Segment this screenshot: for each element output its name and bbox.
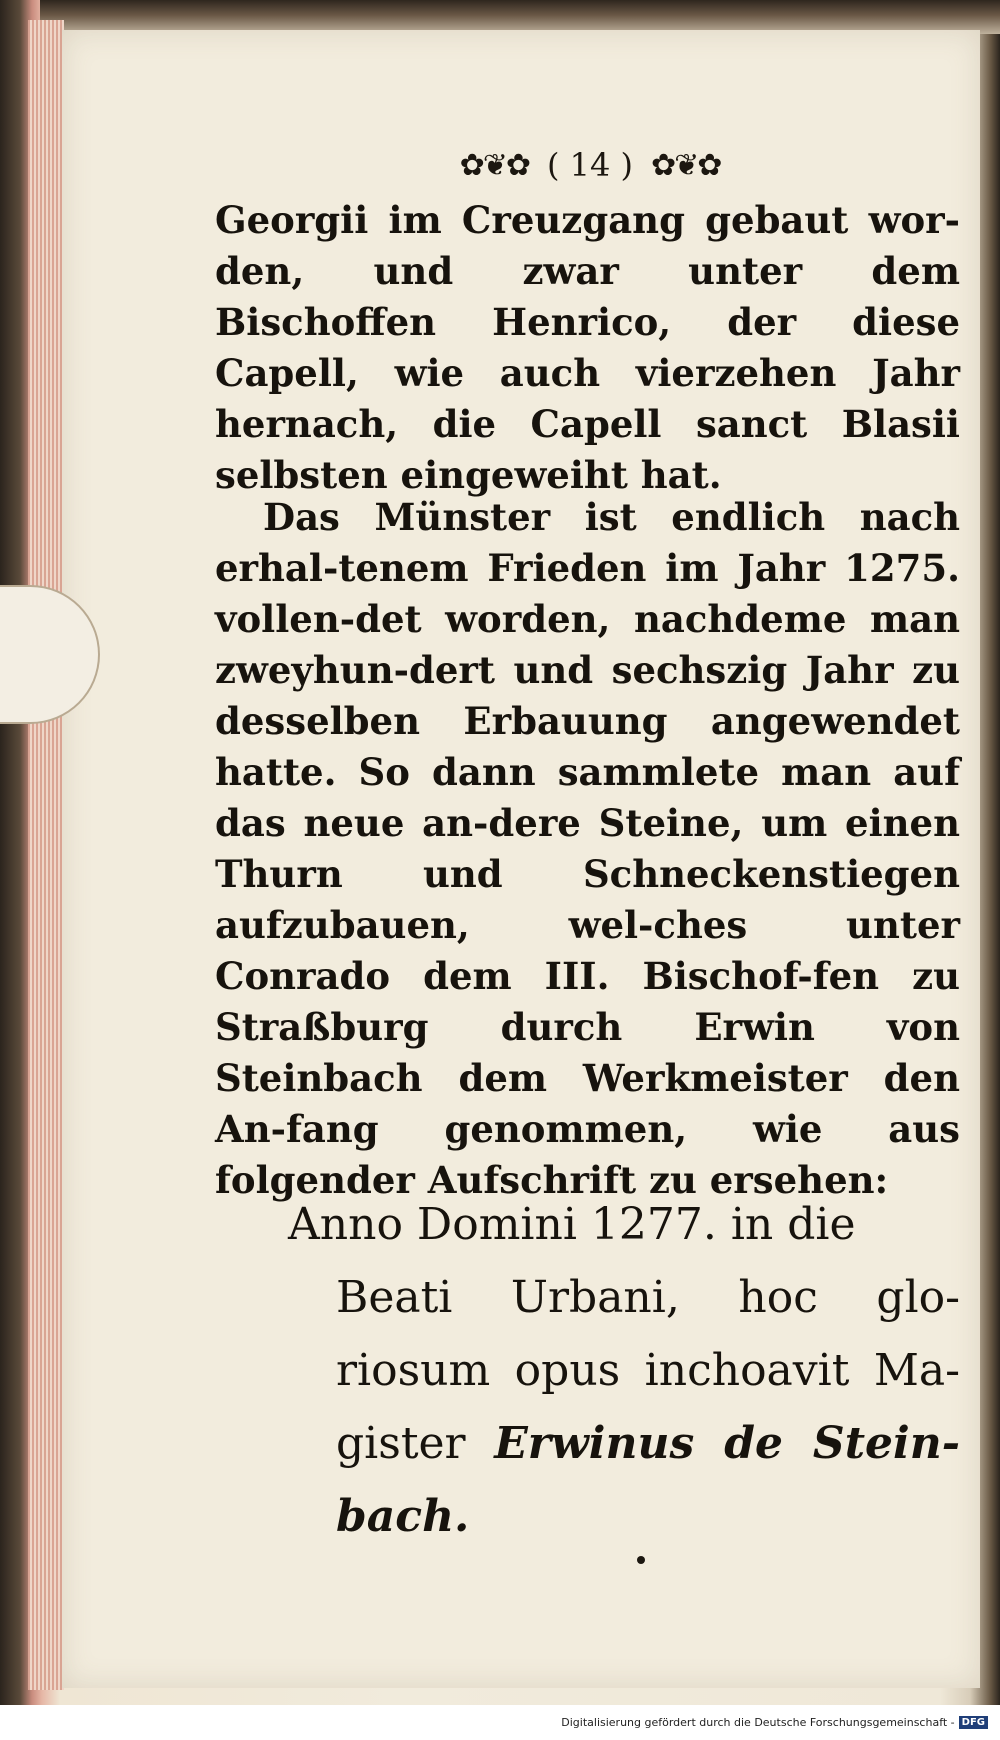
page-header: [380, 140, 800, 190]
paragraph-1-text: Georgii im Creuzgang gebaut wor-den, und zwar unter dem Bischoffen Henrico, der diese Capell, wie auch vierzehen Jahr hernach, die Capell sanct Blasii selbsten eingeweiht hat.: [215, 198, 960, 497]
inscription-body: [288, 1261, 960, 1553]
latin-inscription: [288, 1188, 960, 1553]
paragraph-2-text: Das Münster ist endlich nach erhal-tenem Frieden im Jahr 1275. vollen-det worden, nachdeme man zweyhun-dert und sechszig Jahr zu desselben Erbauung angewendet hatte. So dann sammlete man auf das neue an-dere Steine, um einen Thurn und Schneckenstiegen aufzubauen, wel-ches unter Conrado dem III. Bischof-fen zu Straßburg durch Erwin von Steinbach dem Werkmeister den An-fang genommen, wie aus folgender Aufschrift zu ersehen:: [215, 495, 960, 1202]
digitization-footer: [0, 1705, 1000, 1740]
paragraph-1: [215, 195, 960, 501]
inscription-name: Erwinus de Stein-bach.: [336, 1418, 960, 1542]
inscription-line-1: Anno Domini 1277. in die: [288, 1199, 856, 1250]
right-ornament: ✿❦✿: [651, 147, 721, 183]
inscription-text: Beati Urbani, hoc glo-riosum opus inchoavit Ma-gister: [336, 1272, 960, 1469]
page-number: ( 14 ): [546, 146, 634, 184]
page-edges: [28, 20, 64, 1690]
footer-text: Digitalisierung gefördert durch die Deutsche Forschungsgemeinschaft -: [561, 1716, 955, 1729]
paragraph-2: [215, 492, 960, 1206]
dfg-logo-icon: DFG: [959, 1716, 988, 1729]
left-ornament: ✿❦✿: [459, 147, 529, 183]
book-top-edge: [40, 0, 1000, 34]
page-mark: [637, 1556, 645, 1564]
